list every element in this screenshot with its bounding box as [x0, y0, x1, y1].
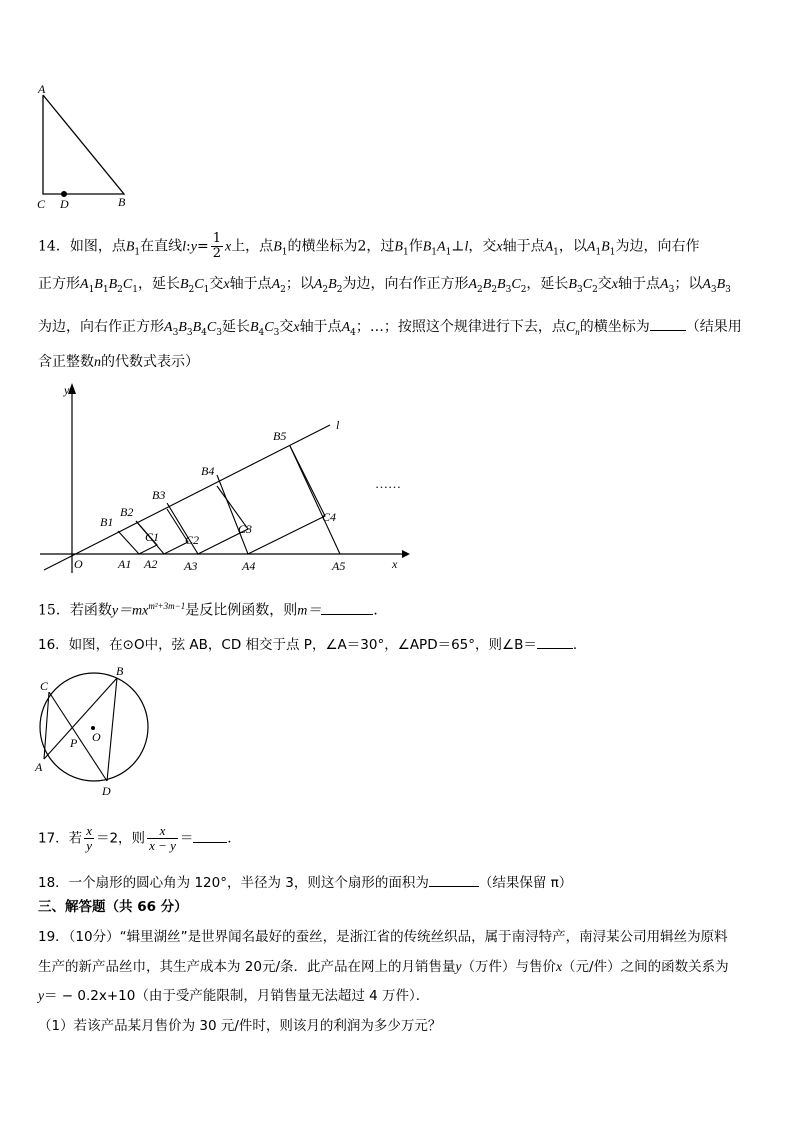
- q19-sub1: （1）若该产品某月售价为 30 元/件时，则该月的利润为多少万元？: [38, 1018, 442, 1034]
- line-l: [44, 425, 330, 570]
- label-b5: B5: [273, 429, 287, 443]
- answer-blank-15[interactable]: [321, 600, 373, 615]
- label-c1: C1: [145, 530, 160, 544]
- fraction-half: $\frac{1}{2}$: [212, 231, 221, 261]
- origin-label: O: [74, 557, 83, 571]
- label-a3: A3: [184, 559, 198, 573]
- label-c: C: [37, 197, 46, 211]
- label-o: O: [92, 730, 101, 744]
- q17-line: 17．若 $\frac{x}{y}$ ＝2，则 $\frac{x}{x - y}$ ＝ ．: [38, 823, 241, 853]
- q19-line3: y＝ − 0.2x+10（由于受产能限制，月销售量无法超过 4 万件）．: [38, 988, 430, 1004]
- answer-blank-17[interactable]: [193, 828, 227, 843]
- label-c2: C2: [185, 533, 200, 547]
- label-b1: B1: [100, 515, 114, 529]
- q19-line1: 19．（10分）“辑里湖丝”是世界闻名最好的蚕丝，是浙江省的传统丝织品，属于南浔特产，南浔某公司用辑丝为原料: [38, 929, 728, 945]
- label-a2: A2: [144, 557, 158, 571]
- label-c: C: [40, 679, 49, 693]
- label-a: A: [35, 760, 43, 774]
- answer-blank-16[interactable]: [537, 634, 573, 649]
- q16-line: 16．如图，在⊙O中，弦 AB，CD 相交于点 P，∠A＝30°，∠APD＝65°，则∠B＝ ．: [38, 634, 758, 655]
- fraction-x-over-y: $\frac{x}{y}$: [86, 823, 92, 853]
- label-b2: B2: [120, 505, 134, 519]
- q14-line4: 含正整数n的代数式表示）: [38, 354, 199, 370]
- q14-line3: 为边，向右作正方形$A_3B_3B_4C_3$延长$B_4C_3$交x轴于点$A_4$；…；按照这个规律进行下去，点$C_n$的横坐标为 （结果用: [38, 316, 758, 343]
- triangle-figure: [30, 80, 140, 215]
- q14-line2: 正方形$A_1B_1B_2C_1$，延长$B_2C_1$交x轴于点$A_2$；以$A_2B_2$为边，向右作正方形$A_2B_2B_3C_2$，延长$B_3C_2$交x轴于点$A_3$；以$A_3B_3$: [38, 276, 731, 295]
- label-b4: B4: [201, 464, 215, 478]
- x-axis-label: x: [392, 557, 398, 571]
- label-b3: B3: [152, 488, 166, 502]
- q19-line2: 生产的新产品丝巾，其生产成本为 20元/条．此产品在网上的月销售量y（万件）与售价x（元/件）之间的函数关系为: [38, 959, 729, 975]
- label-a1: A1: [118, 557, 132, 571]
- label-b: B: [116, 664, 124, 678]
- x-axis-arrow: [402, 550, 410, 558]
- squares-figure: [30, 378, 420, 578]
- label-a: A: [38, 82, 46, 96]
- label-p: P: [70, 736, 78, 750]
- circle-figure: [30, 662, 160, 802]
- label-d: D: [60, 197, 69, 211]
- section-heading: 三、解答题（共 66 分）: [38, 899, 188, 915]
- continuation-dots: ……: [375, 476, 401, 491]
- q15-line: 15．若函数$y=mx^{m^2+3m-1}$是反比例函数，则m＝ ．: [38, 601, 388, 619]
- label-b: B: [118, 195, 126, 209]
- fraction-x-over-x-minus-y: $\frac{x}{x - y}$: [149, 823, 176, 853]
- label-d: D: [102, 784, 111, 798]
- label-a5: A5: [332, 559, 346, 573]
- answer-blank-14[interactable]: [650, 316, 686, 331]
- line-l-label: l: [336, 418, 340, 432]
- y-axis-label: y: [64, 383, 70, 397]
- q18-line: 18．一个扇形的圆心角为 120°，半径为 3，则这个扇形的面积为 （结果保留 π）: [38, 872, 758, 893]
- label-c4: C4: [322, 510, 337, 524]
- label-a4: A4: [242, 559, 256, 573]
- q14-line1: 14．如图，点$B_1$在直线l:y= $\frac{1}{2}$ x上，点$B_1$的横坐标为2，过$B_1$作$B_1A_1\perp l$，交x轴于点$A_1$，以$A_1B_1$为边，向右作: [38, 231, 700, 261]
- answer-blank-18[interactable]: [429, 872, 479, 887]
- label-c3: C3: [238, 522, 253, 536]
- segment-bd: [107, 678, 117, 781]
